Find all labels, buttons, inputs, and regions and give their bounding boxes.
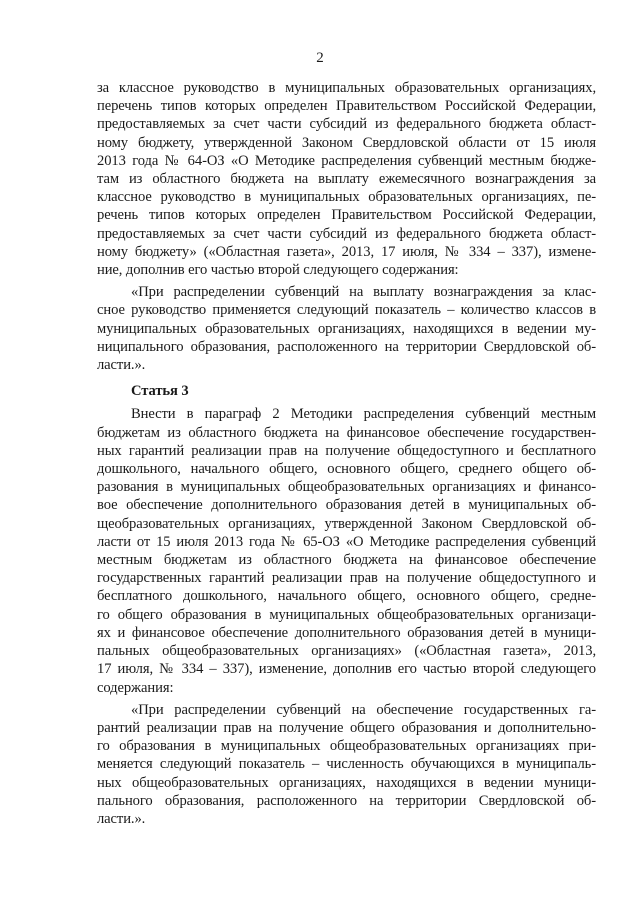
text-line: го образования в муниципальных общеобразовательных организациях при-: [97, 738, 596, 755]
text-line: ному бюджету» («Областная газета», 2013, 17 июля, № 334 – 337), измене-: [97, 243, 596, 260]
text-line: дошкольного, начального общего, основного общего, среднего общего об-: [97, 461, 596, 478]
text-line: пального образования, расположенного на территории Свердловской об-: [97, 792, 596, 809]
text-line: рантий реализации прав на получение общего образования и дополнительно-: [97, 719, 596, 736]
text-line: государственных гарантий реализации прав на получение общедоступного и: [97, 570, 596, 587]
text-line: перечень типов которых определен Правительством Российской Федерации,: [97, 98, 596, 115]
text-line: за классное руководство в муниципальных образовательных организациях,: [97, 80, 596, 96]
text-line: ласти.».: [97, 357, 146, 374]
article-2-tail-paragraph: [97, 79, 596, 279]
text-line: предоставляемых за счет части субсидий из федерального бюджета област-: [97, 225, 596, 242]
text-line: щеобразовательных организациях, утвержденной Законом Свердловской об-: [97, 515, 596, 532]
text-line: «При распределении субвенций на обеспечение государственных га-: [131, 701, 596, 718]
text-line: ному бюджету, утвержденной Законом Свердловской области от 15 июля: [97, 134, 596, 151]
text-line: вое обеспечение дополнительного образования детей в муниципальных об-: [97, 497, 596, 514]
page-number: 2: [316, 50, 324, 66]
text-line: Внести в параграф 2 Методики распределения субвенций местным: [131, 406, 596, 423]
quoted-amendment-2: [97, 701, 596, 828]
text-line: разования в муниципальных общеобразовательных организациях и финансо-: [97, 479, 596, 496]
text-line: бюджетам из областного бюджета на финансовое обеспечение государствен-: [97, 424, 596, 441]
article-3-paragraph: [97, 405, 596, 696]
text-line: речень типов которых определен Правительством Российской Федерации,: [97, 207, 596, 224]
quoted-amendment-1: [97, 283, 596, 374]
text-line: бесплатного дошкольного, начального общего, основного общего, средне-: [97, 588, 596, 605]
text-line: ласти.».: [97, 810, 146, 827]
text-line: ных общеобразовательных организациях, находящихся в ведении муници-: [97, 774, 596, 791]
text-line: местным бюджетам из областного бюджета на финансовое обеспечение: [97, 552, 596, 569]
text-line: меняется следующий показатель – численность обучающихся в муниципаль-: [97, 756, 596, 773]
text-line: ниципального образования, расположенного на территории Свердловской об-: [97, 338, 596, 355]
article-3-heading: Статья 3: [131, 383, 189, 400]
text-line: ных гарантий реализации прав на получение общедоступного и бесплатного: [97, 442, 596, 459]
text-line: пальных общеобразовательных организациях» («Областная газета», 2013,: [97, 643, 596, 660]
text-line: ях и финансовое обеспечение дополнительного образования детей в муници-: [97, 624, 596, 641]
text-line: ласти от 15 июля 2013 года № 65-ОЗ «О Методике распределения субвенций: [97, 533, 596, 550]
text-line: 2013 года № 64-ОЗ «О Методике распределения субвенций местным бюдже-: [97, 152, 596, 169]
text-line: 17 июля, № 334 – 337), изменение, дополнив его частью второй следующего: [97, 661, 596, 678]
text-line: предоставляемых за счет части субсидий из федерального бюджета област-: [97, 116, 596, 133]
text-line: «При распределении субвенций на выплату вознаграждения за клас-: [131, 284, 596, 301]
text-line: классное руководство в муниципальных образовательных организациях, пе-: [97, 189, 596, 206]
text-line: сное руководство применяется следующий показатель – количество классов в: [97, 302, 596, 319]
text-line: содержания:: [97, 679, 174, 696]
text-line: ние, дополнив его частью второй следующего содержания:: [97, 262, 459, 279]
text-line: го общего образования в муниципальных общеобразовательных организаци-: [97, 606, 596, 623]
text-line: муниципальных образовательных организациях, находящихся в ведении му-: [97, 320, 596, 337]
text-line: там из областного бюджета на выплату ежемесячного вознаграждения за: [97, 171, 596, 188]
document-body: [97, 79, 596, 828]
